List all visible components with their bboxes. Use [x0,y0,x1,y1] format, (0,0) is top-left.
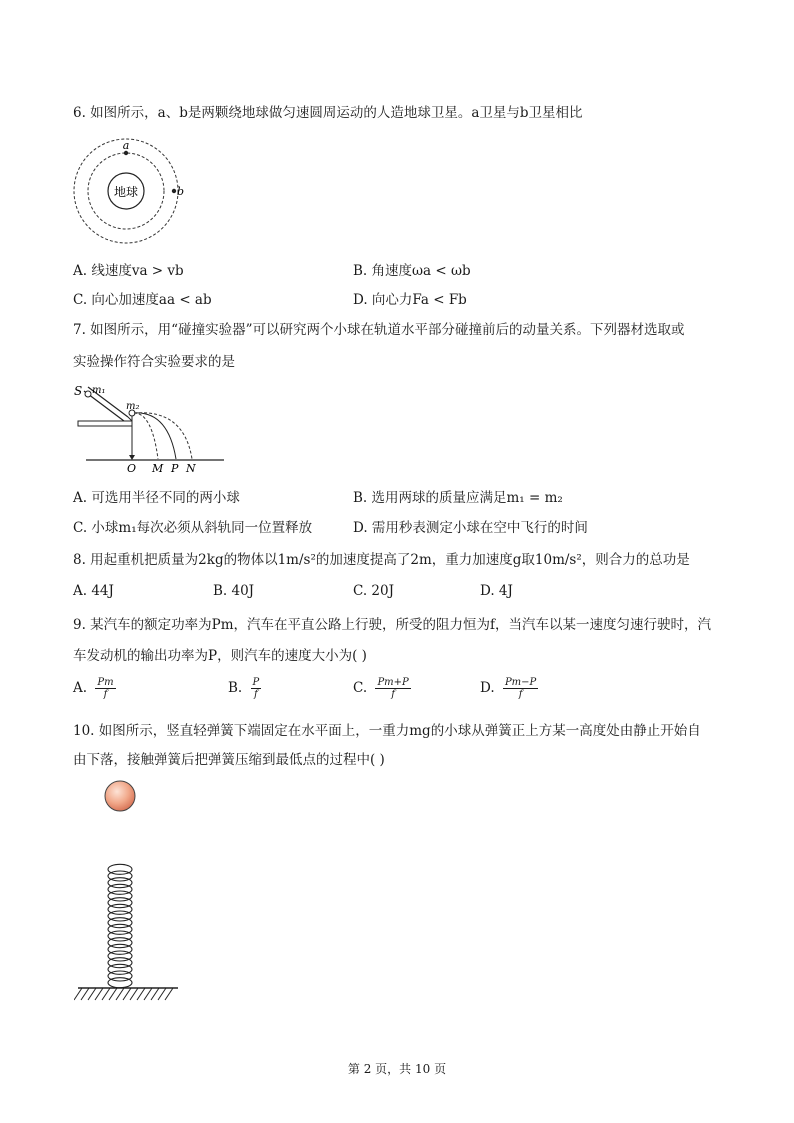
hatch-mark [165,988,173,1000]
q9-c-numerator: Pm+P [377,677,409,688]
q9-b-denominator: f [254,689,258,700]
q7-option-d: D. 需用秒表测定小球在空中飞行的时间 [353,520,588,536]
q9-d-numerator: Pm−P [504,677,537,688]
hatch-mark [109,988,117,1000]
q6-option-c: C. 向心加速度aa < ab [73,292,212,308]
q9-stem-line2: 车发动机的输出功率为P，则汽车的速度大小为( ) [73,648,367,664]
q8-option-a: A. 44J [73,583,114,599]
label-s: S [74,384,83,398]
hatch-mark [144,988,152,1000]
q9-option-c: C. $\frac{Pm+P}{f}$ [353,677,409,700]
hatch-mark [137,988,145,1000]
q9-stem-line1: 9. 某汽车的额定功率为Pm，汽车在平直公路上行驶，所受的阻力恒为f，当汽车以某一速度匀速行驶时，汽 [73,617,712,633]
hatch-mark [158,988,166,1000]
hatch-mark [74,988,82,1000]
q7-collision-figure [72,383,228,473]
satellite-b [172,189,176,193]
q9-option-a: A. $\frac{Pm}{f}$ [73,677,114,700]
ball-m1 [85,391,91,397]
label-b: b [177,185,185,198]
hatch-mark [102,988,110,1000]
hatch-mark [151,988,159,1000]
q9-option-b: B. $\frac{P}{f}$ [228,677,260,700]
spring-coil [108,978,132,988]
q10-spring-figure [74,778,184,1014]
q6-option-b: B. 角速度ωa < ωb [353,263,471,279]
label-o: O [127,462,137,473]
q6-orbit-figure [70,138,190,246]
label-p: P [171,462,179,473]
spring-coils [108,864,132,987]
label-m: M [152,462,164,473]
q8-stem: 8. 用起重机把质量为2kg的物体以1m/s²的加速度提高了2m，重力加速度g取10m/s²，则合力的总功是 [73,552,690,568]
label-a: a [122,139,130,152]
page-footer: 第 2 页，共 10 页 [347,1062,447,1076]
ground-hatch [74,988,173,1000]
q9-a-denominator: f [103,689,108,700]
q9-a-numerator: Pm [97,677,114,688]
hatch-mark [95,988,103,1000]
q8-option-d: D. 4J [480,583,513,599]
label-m1: m₁ [92,385,106,396]
label-m2: m₂ [126,401,140,412]
q6-option-a: A. 线速度va > vb [73,263,184,279]
hatch-mark [116,988,124,1000]
q7-option-a: A. 可选用半径不同的两小球 [73,490,240,506]
q8-option-b: B. 40J [213,583,255,599]
q9-option-d: D. $\frac{Pm-P}{f}$ [480,677,537,700]
q7-stem-line1: 7. 如图所示，用“碰撞实验器”可以研究两个小球在轨道水平部分碰撞前后的动量关系。下列器材选取或 [73,322,685,338]
q10-stem-line1: 10. 如图所示，竖直轻弹簧下端固定在水平面上，一重力mg的小球从弹簧正上方某一高度处由静止开始自 [73,723,701,739]
hatch-mark [123,988,131,1000]
q8-option-c: C. 20J [353,583,395,599]
falling-ball [105,781,135,811]
q7-stem-line2: 实验操作符合实验要求的是 [73,354,235,370]
hatch-mark [81,988,89,1000]
hatch-mark [130,988,138,1000]
q7-option-b: B. 选用两球的质量应满足m₁ = m₂ [353,490,563,506]
q9-b-numerator: P [252,677,260,688]
earth-label: 地球 [113,185,139,199]
q9-c-denominator: f [391,689,395,700]
q6-stem: 6. 如图所示，a、b是两颗绕地球做匀速圆周运动的人造地球卫星。a卫星与b卫星相比 [73,105,583,121]
q7-option-c: C. 小球m₁每次必须从斜轨同一位置释放 [73,520,313,536]
label-n: N [186,462,196,473]
q9-d-denominator: f [518,689,523,700]
q6-option-d: D. 向心力Fa < Fb [353,292,467,308]
hatch-mark [88,988,96,1000]
q10-stem-line2: 由下落，接触弹簧后把弹簧压缩到最低点的过程中( ) [73,752,385,768]
